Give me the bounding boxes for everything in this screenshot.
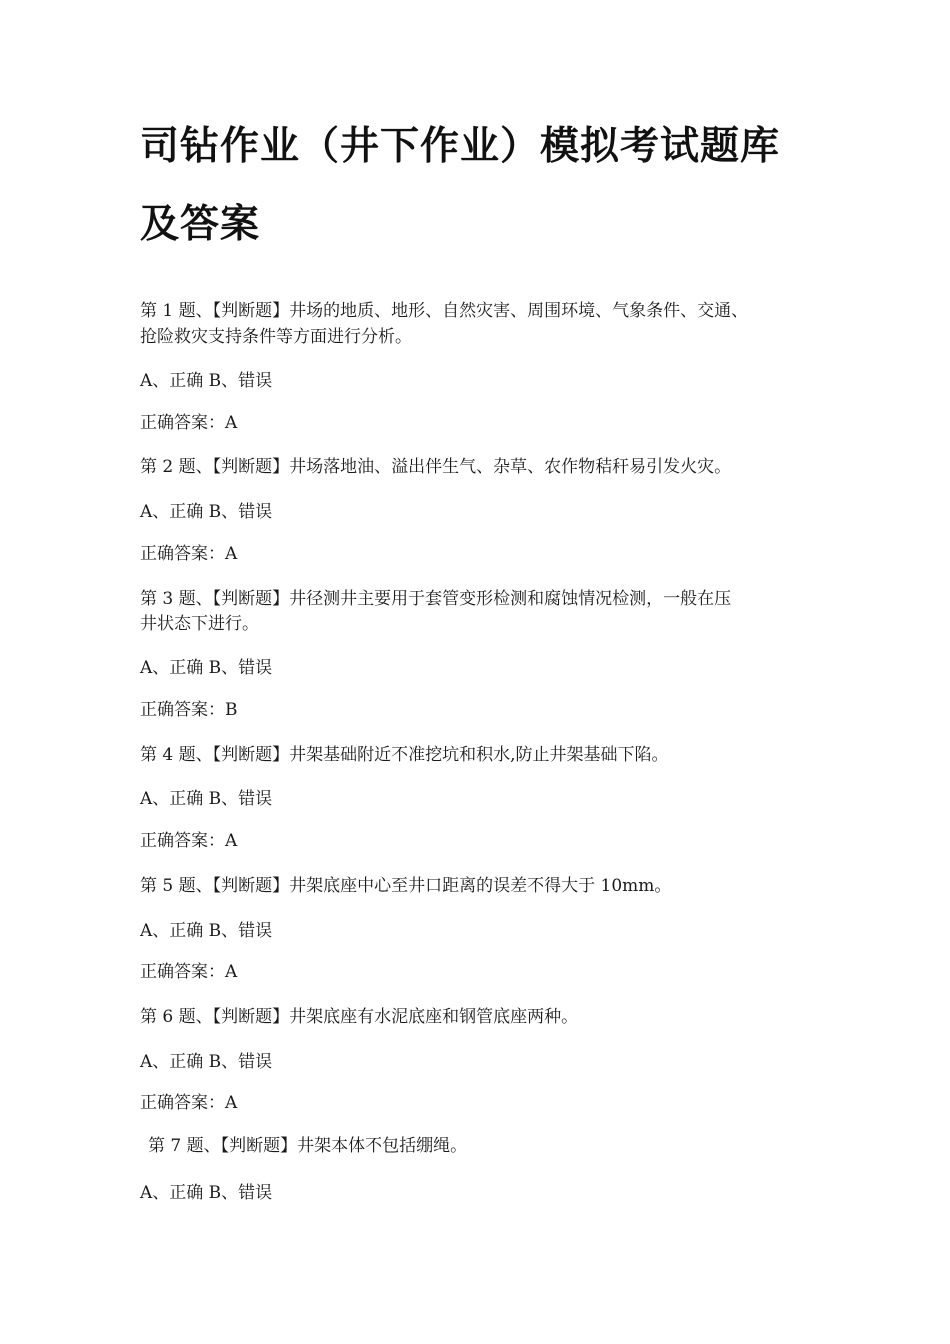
question-1-options: A、正确 B、错误 [140, 371, 273, 391]
question-5-answer: 正确答案：A [140, 962, 238, 982]
document-title-line-2: 及答案 [140, 202, 261, 247]
question-3-text-line-1: 第 3 题、【判断题】井径测井主要用于套管变形检测和腐蚀情况检测，一般在压 [140, 589, 732, 609]
question-2-answer: 正确答案：A [140, 544, 238, 564]
question-2-options: A、正确 B、错误 [140, 502, 273, 522]
question-5-options: A、正确 B、错误 [140, 921, 273, 941]
question-4-text-line-1: 第 4 题、【判断题】井架基础附近不准挖坑和积水,防止井架基础下陷。 [140, 745, 669, 765]
question-1-text-line-2: 抢险救灾支持条件等方面进行分析。 [140, 327, 412, 347]
question-6-answer: 正确答案：A [140, 1093, 238, 1113]
question-6-options: A、正确 B、错误 [140, 1052, 273, 1072]
question-7-text-line-1: 第 7 题、【判断题】井架本体不包括绷绳。 [148, 1136, 468, 1156]
document-title-line-1: 司钻作业（井下作业）模拟考试题库 [140, 124, 781, 169]
question-4-answer: 正确答案：A [140, 831, 238, 851]
question-6-text-line-1: 第 6 题、【判断题】井架底座有水泥底座和钢管底座两种。 [140, 1007, 579, 1027]
question-5-text-line-1: 第 5 题、【判断题】井架底座中心至井口距离的误差不得大于 10mm。 [140, 876, 672, 896]
question-1-text-line-1: 第 1 题、【判断题】井场的地质、地形、自然灾害、周围环境、气象条件、交通、 [140, 301, 749, 321]
question-3-text-line-2: 井状态下进行。 [140, 614, 259, 634]
document-title [140, 108, 840, 264]
question-1-answer: 正确答案：A [140, 413, 238, 433]
question-3-options: A、正确 B、错误 [140, 658, 273, 678]
question-3-answer: 正确答案：B [140, 700, 238, 720]
question-7-options: A、正确 B、错误 [140, 1183, 273, 1203]
question-4-options: A、正确 B、错误 [140, 789, 273, 809]
question-2-text-line-1: 第 2 题、【判断题】井场落地油、溢出伴生气、杂草、农作物秸秆易引发火灾。 [140, 457, 732, 477]
